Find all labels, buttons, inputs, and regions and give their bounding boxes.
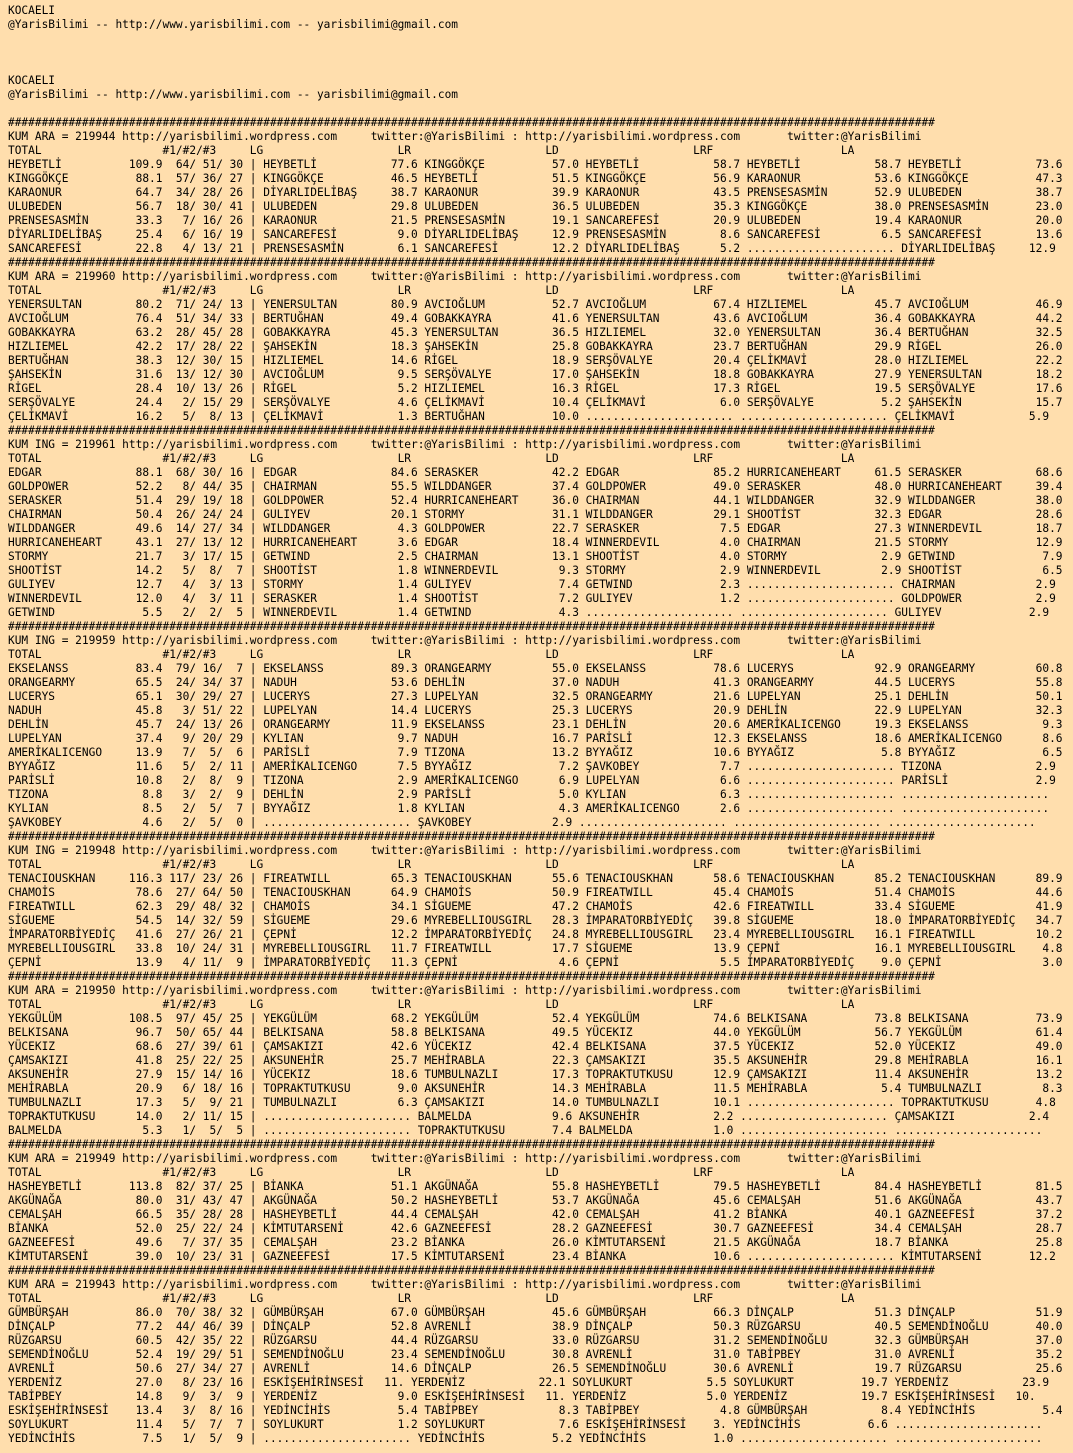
table-row: CHAMOİS 78.6 27/ 64/ 50 | TENACIOUSKHAN 64.9 CHAMOİS 50.9 FIREATWILL 45.4 CHAMOİS 51.4 CHAMOİS 44.6 <box>8 886 1063 899</box>
table-row: HIZLIEMEL 42.2 17/ 28/ 22 | ŞAHSEKİN 18.3 ŞAHSEKİN 25.8 GOBAKKAYRA 23.7 BERTUĞHAN 29.9 RİGEL 26.0 <box>8 340 1063 353</box>
header-line: KOCAELI <box>8 4 56 17</box>
table-row: RİGEL 28.4 10/ 13/ 26 | RİGEL 5.2 HIZLIEMEL 16.3 RİGEL 17.3 RİGEL 19.5 SERŞÖVALYE 17.6 <box>8 382 1063 395</box>
header-line: KOCAELI <box>8 74 56 87</box>
table-row: GETWIND 5.5 2/ 2/ 5 | WINNERDEVIL 1.4 GETWIND 4.3 ...................... ...................... GULIYEV 2.9 <box>8 606 1050 619</box>
table-row: ORANGEARMY 65.5 24/ 34/ 37 | NADUH 53.6 DEHLİN 37.0 NADUH 41.3 ORANGEARMY 44.5 LUCERYS 55.8 <box>8 676 1063 689</box>
table-row: WILDDANGER 49.6 14/ 27/ 34 | WILDDANGER 4.3 GOLDPOWER 22.7 SERASKER 7.5 EDGAR 27.3 WINNERDEVIL 18.7 <box>8 522 1063 535</box>
table-row: DEHLİN 45.7 24/ 13/ 26 | ORANGEARMY 11.9 EKSELANSS 23.1 DEHLİN 20.6 AMERİKALICENGO 19.3 EKSELANSS 9.3 <box>8 718 1063 731</box>
table-row: ÇEPNİ 13.9 4/ 11/ 9 | İMPARATORBİYEDİÇ 11.3 ÇEPNİ 4.6 ÇEPNİ 5.5 İMPARATORBİYEDİÇ 9.0 ÇEPNİ 3.0 <box>8 956 1063 969</box>
table-row: SANCAREFESİ 22.8 4/ 13/ 21 | PRENSESASMİN 6.1 SANCAREFESİ 12.2 DİYARLIDELİBAŞ 5.2 ...................... DİYARLIDELİBAŞ 12.9 <box>8 242 1056 255</box>
table-row: YERDENİZ 27.0 8/ 23/ 16 | ESKİŞEHİRİNSESİ 11. YERDENİZ 22.1 SOYLUKURT 5.5 SOYLUKURT 19.7 YERDENİZ 23.9 <box>8 1376 1050 1389</box>
table-row: AMERİKALICENGO 13.9 7/ 5/ 6 | PARİSLİ 7.9 TIZONA 13.2 BYYAĞIZ 10.6 BYYAĞIZ 5.8 BYYAĞIZ 6.5 <box>8 746 1063 759</box>
column-header: TOTAL #1/#2/#3 LG LR LD LRF LA <box>8 284 855 297</box>
table-row: AVRENLİ 50.6 27/ 34/ 27 | AVRENLİ 14.6 DİNÇALP 26.5 SEMENDİNOĞLU 30.6 AVRENLİ 19.7 RÜZGARSU 25.6 <box>8 1362 1063 1375</box>
table-row: YEKGÜLÜM 108.5 97/ 45/ 25 | YEKGÜLÜM 68.2 YEKGÜLÜM 52.4 YEKGÜLÜM 74.6 BELKISANA 73.8 BELKISANA 73.9 <box>8 1012 1063 1025</box>
table-row: KARAONUR 64.7 34/ 28/ 26 | DİYARLIDELİBAŞ 38.7 KARAONUR 39.9 KARAONUR 43.5 PRENSESASMİN 52.9 ULUBEDEN 38.7 <box>8 186 1063 199</box>
table-row: İMPARATORBİYEDİÇ 41.6 27/ 26/ 21 | ÇEPNİ 12.2 İMPARATORBİYEDİÇ 24.8 MYREBELLIOUSGIRL 23.4 MYREBELLIOUSGIRL 16.1 FIREATWILL 10.2 <box>8 928 1063 941</box>
section-title: KUM ARA = 219943 http://yarisbilimi.wordpress.com twitter:@YarisBilimi : http://yarisbilimi.wordpress.com twitter:@YarisBilimi <box>8 1278 922 1291</box>
table-row: MYREBELLIOUSGIRL 33.8 10/ 24/ 31 | MYREBELLIOUSGIRL 11.7 FIREATWILL 17.7 SİGUEME 13.9 ÇEPNİ 16.1 MYREBELLIOUSGIRL 4.8 <box>8 942 1063 955</box>
table-row: LUPELYAN 37.4 9/ 20/ 29 | KYLIAN 9.7 NADUH 16.7 PARİSLİ 12.3 EKSELANSS 18.6 AMERİKALICENGO 8.6 <box>8 732 1063 745</box>
section-separator: ########################################################################################################################################## <box>8 424 935 437</box>
table-row: PRENSESASMİN 33.3 7/ 16/ 26 | KARAONUR 21.5 PRENSESASMİN 19.1 SANCAREFESİ 20.9 ULUBEDEN 19.4 KARAONUR 20.0 <box>8 214 1063 227</box>
table-row: TUMBULNAZLI 17.3 5/ 9/ 21 | TUMBULNAZLI 6.3 ÇAMSAKIZI 14.0 TUMBULNAZLI 10.1 ...................... TOPRAKTUTKUSU 4.8 <box>8 1096 1056 1109</box>
table-row: AVCIOĞLUM 76.4 51/ 34/ 33 | BERTUĞHAN 49.4 GOBAKKAYRA 41.6 YENERSULTAN 43.6 AVCIOĞLUM 36.4 GOBAKKAYRA 44.2 <box>8 312 1063 325</box>
section-title: KUM ARA = 219950 http://yarisbilimi.wordpress.com twitter:@YarisBilimi : http://yarisbilimi.wordpress.com twitter:@YarisBilimi <box>8 984 922 997</box>
table-row: HASHEYBETLİ 113.8 82/ 37/ 25 | BİANKA 51.1 AKGÜNAĞA 55.8 HASHEYBETLİ 79.5 HASHEYBETLİ 84.4 HASHEYBETLİ 81.5 <box>8 1180 1063 1193</box>
column-header: TOTAL #1/#2/#3 LG LR LD LRF LA <box>8 648 855 661</box>
table-row: BELKISANA 96.7 50/ 65/ 44 | BELKISANA 58.8 BELKISANA 49.5 YÜCEKIZ 44.0 YEKGÜLÜM 56.7 YEKGÜLÜM 61.4 <box>8 1026 1063 1039</box>
section-separator: ########################################################################################################################################## <box>8 620 935 633</box>
table-row: SHOOTİST 14.2 5/ 8/ 7 | SHOOTİST 1.8 WINNERDEVIL 9.3 STORMY 2.9 WINNERDEVIL 2.9 SHOOTİST 6.5 <box>8 564 1063 577</box>
section-separator: ########################################################################################################################################## <box>8 1138 935 1151</box>
table-row: TIZONA 8.8 3/ 2/ 9 | DEHLİN 2.9 PARİSLİ 5.0 KYLIAN 6.3 ...................... ...................... <box>8 788 1050 801</box>
table-row: RÜZGARSU 60.5 42/ 35/ 22 | RÜZGARSU 44.4 RÜZGARSU 33.0 RÜZGARSU 31.2 SEMENDİNOĞLU 32.3 GÜMBÜRŞAH 37.0 <box>8 1334 1063 1347</box>
table-row: YEDİNCİHİS 7.5 1/ 5/ 9 | ...................... YEDİNCİHİS 5.2 YEDİNCİHİS 1.0 ...................... ...................... <box>8 1432 1043 1445</box>
table-row: GÜMBÜRŞAH 86.0 70/ 38/ 32 | GÜMBÜRŞAH 67.0 GÜMBÜRŞAH 45.6 GÜMBÜRŞAH 66.3 DİNÇALP 51.3 DİNÇALP 51.9 <box>8 1306 1063 1319</box>
table-row: PARİSLİ 10.8 2/ 8/ 9 | TIZONA 2.9 AMERİKALICENGO 6.9 LUPELYAN 6.6 ...................... PARİSLİ 2.9 <box>8 774 1056 787</box>
table-row: MEHİRABLA 20.9 6/ 18/ 16 | TOPRAKTUTKUSU 9.0 AKSUNEHİR 14.3 MEHİRABLA 11.5 MEHİRABLA 5.4 TUMBULNAZLI 8.3 <box>8 1082 1063 1095</box>
table-row: HEYBETLİ 109.9 64/ 51/ 30 | HEYBETLİ 77.6 KINGGÖKÇE 57.0 HEYBETLİ 58.7 HEYBETLİ 58.7 HEYBETLİ 73.6 <box>8 158 1063 171</box>
table-row: FIREATWILL 62.3 29/ 48/ 32 | CHAMOİS 34.1 SİGUEME 47.2 CHAMOİS 42.6 FIREATWILL 33.4 SİGUEME 41.9 <box>8 900 1063 913</box>
table-row: AKGÜNAĞA 80.0 31/ 43/ 47 | AKGÜNAĞA 50.2 HASHEYBETLİ 53.7 AKGÜNAĞA 45.6 CEMALŞAH 51.6 AKGÜNAĞA 43.7 <box>8 1194 1063 1207</box>
table-row: BALMELDA 5.3 1/ 5/ 5 | ...................... TOPRAKTUTKUSU 7.4 BALMELDA 1.0 ...................... ...................... <box>8 1124 1043 1137</box>
table-row: BERTUĞHAN 38.3 12/ 30/ 15 | HIZLIEMEL 14.6 RİGEL 18.9 SERŞÖVALYE 20.4 ÇELİKMAVİ 28.0 HIZLIEMEL 22.2 <box>8 354 1063 367</box>
table-row: AKSUNEHİR 27.9 15/ 14/ 16 | YÜCEKIZ 18.6 TUMBULNAZLI 17.3 TOPRAKTUTKUSU 12.9 ÇAMSAKIZI 11.4 AKSUNEHİR 13.2 <box>8 1068 1063 1081</box>
table-row: CEMALŞAH 66.5 35/ 28/ 28 | HASHEYBETLİ 44.4 CEMALŞAH 42.0 CEMALŞAH 41.2 BİANKA 40.1 GAZNEEFESİ 37.2 <box>8 1208 1063 1221</box>
section-separator: ########################################################################################################################################## <box>8 256 935 269</box>
table-row: LUCERYS 65.1 30/ 29/ 27 | LUCERYS 27.3 LUPELYAN 32.5 ORANGEARMY 21.6 LUPELYAN 25.1 DEHLİN 50.1 <box>8 690 1063 703</box>
section-title: KUM ING = 219961 http://yarisbilimi.wordpress.com twitter:@YarisBilimi : http://yarisbilimi.wordpress.com twitter:@YarisBilimi <box>8 438 922 451</box>
header-line <box>8 32 1073 46</box>
table-row: GAZNEEFESİ 49.6 7/ 37/ 35 | CEMALŞAH 23.2 BİANKA 26.0 KİMTUTARSENİ 21.5 AKGÜNAĞA 18.7 BİANKA 25.8 <box>8 1236 1063 1249</box>
table-row: TENACIOUSKHAN 116.3 117/ 23/ 26 | FIREATWILL 65.3 TENACIOUSKHAN 55.6 TENACIOUSKHAN 58.6 TENACIOUSKHAN 85.2 TENACIOUSKHAN 89.9 <box>8 872 1063 885</box>
column-header: TOTAL #1/#2/#3 LG LR LD LRF LA <box>8 1166 855 1179</box>
table-row: KİMTUTARSENİ 39.0 10/ 23/ 31 | GAZNEEFESİ 17.5 KİMTUTARSENİ 23.4 BİANKA 10.6 ...................... KİMTUTARSENİ 12.2 <box>8 1250 1056 1263</box>
table-row: GOBAKKAYRA 63.2 28/ 45/ 28 | GOBAKKAYRA 45.3 YENERSULTAN 36.5 HIZLIEMEL 32.0 YENERSULTAN 36.4 BERTUĞHAN 32.5 <box>8 326 1063 339</box>
header-line: @YarisBilimi -- http://www.yarisbilimi.com -- yarisbilimi@gmail.com <box>8 88 459 101</box>
column-header: TOTAL #1/#2/#3 LG LR LD LRF LA <box>8 144 855 157</box>
table-row: STORMY 21.7 3/ 17/ 15 | GETWIND 2.5 CHAIRMAN 13.1 SHOOTİST 4.0 STORMY 2.9 GETWIND 7.9 <box>8 550 1063 563</box>
table-row: GOLDPOWER 52.2 8/ 44/ 35 | CHAIRMAN 55.5 WILDDANGER 37.4 GOLDPOWER 49.0 SERASKER 48.0 HURRICANEHEART 39.4 <box>8 480 1063 493</box>
table-row: HURRICANEHEART 43.1 27/ 13/ 12 | HURRICANEHEART 3.6 EDGAR 18.4 WINNERDEVIL 4.0 CHAIRMAN 21.5 STORMY 12.9 <box>8 536 1063 549</box>
table-row: SEMENDİNOĞLU 52.4 19/ 29/ 51 | SEMENDİNOĞLU 23.4 SEMENDİNOĞLU 30.8 AVRENLİ 31.0 TABİPBEY 31.0 AVRENLİ 35.2 <box>8 1348 1063 1361</box>
column-header: TOTAL #1/#2/#3 LG LR LD LRF LA <box>8 858 855 871</box>
table-row: KYLIAN 8.5 2/ 5/ 7 | BYYAĞIZ 1.8 KYLIAN 4.3 AMERİKALICENGO 2.6 ...................... ...................... <box>8 802 1050 815</box>
section-title: KUM ARA = 219960 http://yarisbilimi.wordpress.com twitter:@YarisBilimi : http://yarisbilimi.wordpress.com twitter:@YarisBilimi <box>8 270 922 283</box>
section-separator: ########################################################################################################################################## <box>8 116 935 129</box>
table-row: SİGUEME 54.5 14/ 32/ 59 | SİGUEME 29.6 MYREBELLIOUSGIRL 28.3 İMPARATORBİYEDİÇ 39.8 SİGUEME 18.0 İMPARATORBİYEDİÇ 34.7 <box>8 914 1063 927</box>
table-row: DİYARLIDELİBAŞ 25.4 6/ 16/ 19 | SANCAREFESİ 9.0 DİYARLIDELİBAŞ 12.9 PRENSESASMİN 8.6 SANCAREFESİ 6.5 SANCAREFESİ 13.6 <box>8 228 1063 241</box>
table-row: YÜCEKIZ 68.6 27/ 39/ 61 | ÇAMSAKIZI 42.6 YÜCEKIZ 42.4 BELKISANA 37.5 YÜCEKIZ 52.0 YÜCEKIZ 49.0 <box>8 1040 1063 1053</box>
table-row: YENERSULTAN 80.2 71/ 24/ 13 | YENERSULTAN 80.9 AVCIOĞLUM 52.7 AVCIOĞLUM 67.4 HIZLIEMEL 45.7 AVCIOĞLUM 46.9 <box>8 298 1063 311</box>
table-row: ŞAHSEKİN 31.6 13/ 12/ 30 | AVCIOĞLUM 9.5 SERŞÖVALYE 17.0 ŞAHSEKİN 18.8 GOBAKKAYRA 27.9 YENERSULTAN 18.2 <box>8 368 1063 381</box>
header-line <box>8 46 1073 60</box>
table-row: ÇAMSAKIZI 41.8 25/ 22/ 25 | AKSUNEHİR 25.7 MEHİRABLA 22.3 ÇAMSAKIZI 35.5 AKSUNEHİR 29.8 MEHİRABLA 16.1 <box>8 1054 1063 1067</box>
header-line <box>8 102 1073 116</box>
column-header: TOTAL #1/#2/#3 LG LR LD LRF LA <box>8 452 855 465</box>
column-header: TOTAL #1/#2/#3 LG LR LD LRF LA <box>8 998 855 1011</box>
section-title: KUM ING = 219948 http://yarisbilimi.wordpress.com twitter:@YarisBilimi : http://yarisbilimi.wordpress.com twitter:@YarisBilimi <box>8 844 922 857</box>
table-row: CHAIRMAN 50.4 26/ 24/ 24 | GULIYEV 20.1 STORMY 31.1 WILDDANGER 29.1 SHOOTİST 32.3 EDGAR 28.6 <box>8 508 1063 521</box>
table-row: ESKİŞEHİRİNSESİ 13.4 3/ 8/ 16 | YEDİNCİHİS 5.4 TABİPBEY 8.3 TABİPBEY 4.8 GÜMBÜRŞAH 8.4 YEDİNCİHİS 5.4 <box>8 1404 1063 1417</box>
table-row: SERŞÖVALYE 24.4 2/ 15/ 29 | SERŞÖVALYE 4.6 ÇELİKMAVİ 10.4 ÇELİKMAVİ 6.0 SERŞÖVALYE 5.2 ŞAHSEKİN 15.7 <box>8 396 1063 409</box>
table-row: EDGAR 88.1 68/ 30/ 16 | EDGAR 84.6 SERASKER 42.2 EDGAR 85.2 HURRICANEHEART 61.5 SERASKER 68.6 <box>8 466 1063 479</box>
column-header: TOTAL #1/#2/#3 LG LR LD LRF LA <box>8 1292 855 1305</box>
section-title: KUM ARA = 219949 http://yarisbilimi.wordpress.com twitter:@YarisBilimi : http://yarisbilimi.wordpress.com twitter:@YarisBilimi <box>8 1152 922 1165</box>
table-row: BİANKA 52.0 25/ 22/ 24 | KİMTUTARSENİ 42.6 GAZNEEFESİ 28.2 GAZNEEFESİ 30.7 GAZNEEFESİ 34.4 CEMALŞAH 28.7 <box>8 1222 1063 1235</box>
section-separator: ########################################################################################################################################## <box>8 830 935 843</box>
table-row: NADUH 45.8 3/ 51/ 22 | LUPELYAN 14.4 LUCERYS 25.3 LUCERYS 20.9 DEHLİN 22.9 LUPELYAN 32.3 <box>8 704 1063 717</box>
table-row: ŞAVKOBEY 4.6 2/ 5/ 0 | ...................... ŞAVKOBEY 2.9 ...................... ...................... ...................... <box>8 816 1036 829</box>
section-title: KUM ARA = 219944 http://yarisbilimi.wordpress.com twitter:@YarisBilimi : http://yarisbilimi.wordpress.com twitter:@YarisBilimi <box>8 130 922 143</box>
section-separator: ########################################################################################################################################## <box>8 1264 935 1277</box>
table-row: SOYLUKURT 11.4 5/ 7/ 7 | SOYLUKURT 1.2 SOYLUKURT 7.6 ESKİŞEHİRİNSESİ 3. YEDİNCİHİS 6.6 ...................... <box>8 1418 1043 1431</box>
table-row: EKSELANSS 83.4 79/ 16/ 7 | EKSELANSS 89.3 ORANGEARMY 55.0 EKSELANSS 78.6 LUCERYS 92.9 ORANGEARMY 60.8 <box>8 662 1063 675</box>
table-row: GULIYEV 12.7 4/ 3/ 13 | STORMY 1.4 GULIYEV 7.4 GETWIND 2.3 ...................... CHAIRMAN 2.9 <box>8 578 1056 591</box>
header-line <box>8 60 1073 74</box>
header-line: @YarisBilimi -- http://www.yarisbilimi.com -- yarisbilimi@gmail.com <box>8 18 459 31</box>
section-separator: ########################################################################################################################################## <box>8 970 935 983</box>
table-row: BYYAĞIZ 11.6 5/ 2/ 11 | AMERİKALICENGO 7.5 BYYAĞIZ 7.2 ŞAVKOBEY 7.7 ...................... TIZONA 2.9 <box>8 760 1056 773</box>
table-row: TOPRAKTUTKUSU 14.0 2/ 11/ 15 | ...................... BALMELDA 9.6 AKSUNEHİR 2.2 ...................... ÇAMSAKIZI 2.4 <box>8 1110 1050 1123</box>
table-row: SERASKER 51.4 29/ 19/ 18 | GOLDPOWER 52.4 HURRICANEHEART 36.0 CHAIRMAN 44.1 WILDDANGER 32.9 WILDDANGER 38.0 <box>8 494 1063 507</box>
table-row: WINNERDEVIL 12.0 4/ 3/ 11 | SERASKER 1.4 SHOOTİST 7.2 GULIYEV 1.2 ...................... GOLDPOWER 2.9 <box>8 592 1056 605</box>
table-row: TABİPBEY 14.8 9/ 3/ 9 | YERDENİZ 9.0 ESKİŞEHİRİNSESİ 11. YERDENİZ 5.0 YERDENİZ 19.7 ESKİŞEHİRİNSESİ 10. <box>8 1390 1036 1403</box>
section-title: KUM ING = 219959 http://yarisbilimi.wordpress.com twitter:@YarisBilimi : http://yarisbilimi.wordpress.com twitter:@YarisBilimi <box>8 634 922 647</box>
table-row: DİNÇALP 77.2 44/ 46/ 39 | DİNÇALP 52.8 AVRENLİ 38.9 DİNÇALP 50.3 RÜZGARSU 40.5 SEMENDİNOĞLU 40.0 <box>8 1320 1063 1333</box>
table-row: ULUBEDEN 56.7 18/ 30/ 41 | ULUBEDEN 29.8 ULUBEDEN 36.5 ULUBEDEN 35.3 KINGGÖKÇE 38.0 PRENSESASMİN 23.0 <box>8 200 1063 213</box>
table-row: KINGGÖKÇE 88.1 57/ 36/ 27 | KINGGÖKÇE 46.5 HEYBETLİ 51.5 KINGGÖKÇE 56.9 KARAONUR 53.6 KINGGÖKÇE 47.3 <box>8 172 1063 185</box>
table-row: ÇELİKMAVİ 16.2 5/ 8/ 13 | ÇELİKMAVİ 1.3 BERTUĞHAN 10.0 ...................... ...................... ÇELİKMAVİ 5.9 <box>8 410 1050 423</box>
